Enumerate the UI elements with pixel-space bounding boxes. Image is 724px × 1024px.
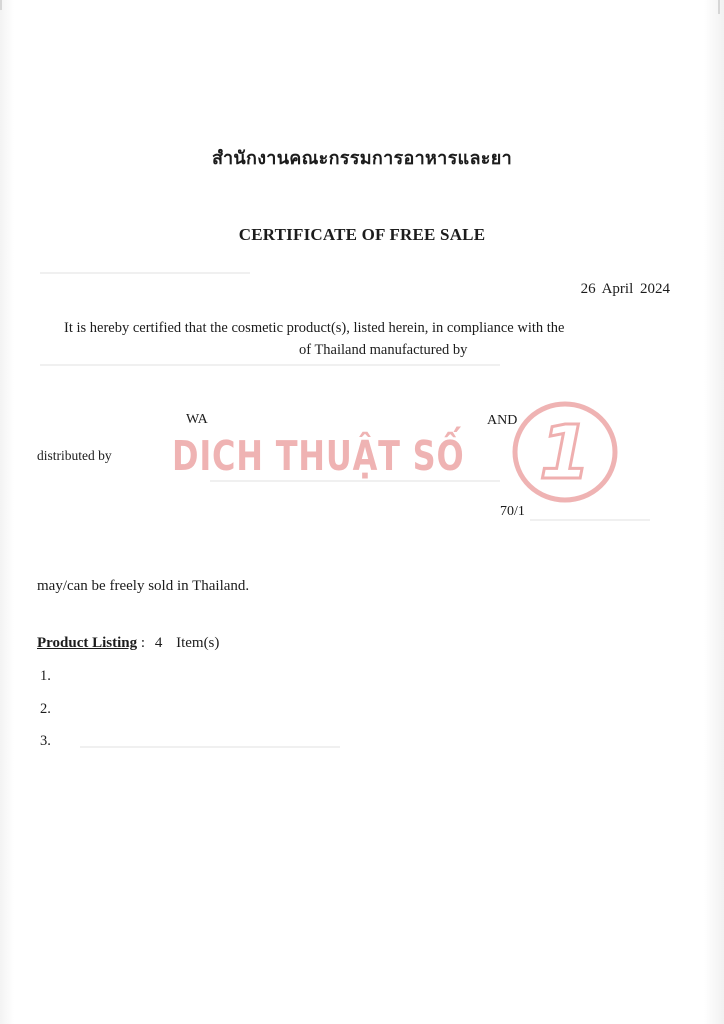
faint-line bbox=[40, 364, 500, 366]
product-listing-unit: Item(s) bbox=[176, 635, 220, 651]
manufacturer-name-end: AND bbox=[487, 413, 518, 428]
certificate-title: CERTIFICATE OF FREE SALE bbox=[238, 225, 486, 244]
faint-line bbox=[530, 519, 650, 521]
watermark-text: DICH THUẬT SỐ bbox=[172, 432, 465, 480]
faint-line bbox=[80, 746, 340, 748]
certification-line-1: It is hereby certified that the cosmetic product(s), listed herein, in compliance with the bbox=[64, 320, 565, 336]
product-listing-separator: : bbox=[140, 635, 146, 651]
faint-line bbox=[210, 480, 500, 482]
watermark-logo-icon bbox=[510, 400, 620, 505]
product-listing-count: 4 bbox=[154, 635, 163, 651]
watermark-logo-digit: 1 bbox=[539, 410, 591, 496]
faint-line bbox=[40, 272, 250, 274]
product-listing bbox=[37, 635, 219, 652]
distributed-by-label: distributed by bbox=[37, 448, 112, 463]
corner-mark bbox=[718, 0, 720, 14]
manufacturer-name-start: WA bbox=[186, 412, 208, 427]
issue-date: 26 April 2024 bbox=[580, 281, 670, 297]
corner-mark bbox=[0, 0, 2, 10]
certification-line-2: of Thailand manufactured by bbox=[299, 342, 468, 358]
address-fragment: 70/1 bbox=[500, 504, 525, 519]
list-item-number: 3. bbox=[40, 733, 51, 749]
free-sale-statement: may/can be freely sold in Thailand. bbox=[37, 578, 250, 594]
agency-name: สำนักงานคณะกรรมการอาหารและยา bbox=[212, 148, 512, 169]
product-listing-label: Product Listing bbox=[37, 635, 138, 651]
list-item-number: 2. bbox=[40, 701, 51, 717]
list-item-number: 1. bbox=[40, 668, 51, 684]
